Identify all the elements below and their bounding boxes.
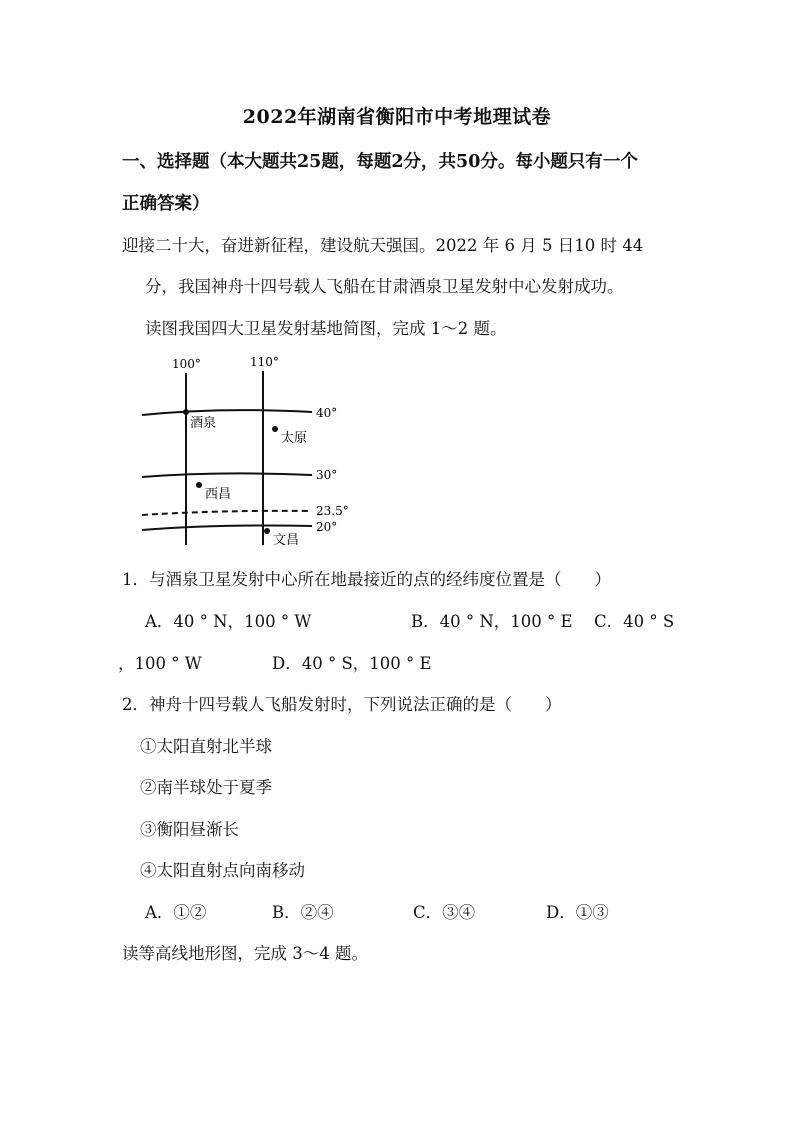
exam-title: 2022年湖南省衡阳市中考地理试卷: [242, 106, 552, 128]
q1-option-a: A．40 ° N，100 ° W: [145, 612, 312, 631]
section-heading-line1: 一、选择题（本大题共25题，每题2分，共50分。每小题只有一个: [122, 152, 638, 172]
lat-label-23-5: 23.5°: [316, 504, 349, 518]
parallel-20: [142, 526, 312, 531]
q1-option-d: D．40 ° S，100 ° E: [272, 654, 432, 673]
intro-line1: 迎接二十大，奋进新征程，建设航天强国。2022 年 6 月 5 日10 时 44: [122, 236, 644, 255]
site-label-taiyuan: 太原: [281, 431, 308, 446]
wenchang-marker: [264, 528, 270, 534]
lat-label-30: 30°: [316, 468, 338, 482]
lat-label-40: 40°: [316, 406, 338, 420]
q2-stem: 2．神舟十四号载人飞船发射时，下列说法正确的是（ ）: [122, 695, 562, 714]
intro-line3: 读图我国四大卫星发射基地简图，完成 1～2 题。: [145, 319, 507, 338]
q2-statement-2: ②南半球处于夏季: [140, 778, 272, 797]
intro-line2: 分，我国神舟十四号载人飞船在甘肃酒泉卫星发射中心发射成功。: [145, 277, 624, 296]
parallel-40: [142, 410, 312, 415]
site-label-wenchang: 文昌: [273, 533, 300, 548]
q2-statement-4: ④太阳直射点向南移动: [140, 861, 305, 880]
lat-label-20: 20°: [316, 520, 338, 534]
site-label-jiuquan: 酒泉: [190, 416, 217, 431]
next-instruction: 读等高线地形图，完成 3～4 题。: [122, 944, 368, 963]
parallel-23-5: [142, 511, 312, 515]
lon-label-110: 110°: [250, 355, 279, 369]
q2-option-c: C．③④: [413, 903, 476, 922]
q1-stem: 1．与酒泉卫星发射中心所在地最接近的点的经纬度位置是（ ）: [122, 570, 611, 589]
section-heading-line2: 正确答案）: [122, 194, 210, 214]
parallel-30: [142, 473, 312, 477]
taiyuan-marker: [272, 426, 278, 432]
launch-sites-map: [130, 345, 360, 550]
q1-option-c-cont: ，100 ° W: [118, 654, 202, 673]
xichang-marker: [196, 482, 202, 488]
lon-label-100: 100°: [172, 357, 201, 371]
q2-statement-1: ①太阳直射北半球: [140, 737, 272, 756]
q1-option-c: C．40 ° S: [594, 612, 675, 631]
q2-statement-3: ③衡阳昼渐长: [140, 820, 239, 839]
jiuquan-marker: [183, 409, 189, 415]
q1-option-b: B．40 ° N，100 ° E: [411, 612, 573, 631]
site-label-xichang: 西昌: [205, 487, 232, 502]
q2-option-b: B．②④: [272, 903, 334, 922]
q2-option-a: A．①②: [145, 903, 207, 922]
q2-option-d: D．①③: [546, 903, 609, 922]
